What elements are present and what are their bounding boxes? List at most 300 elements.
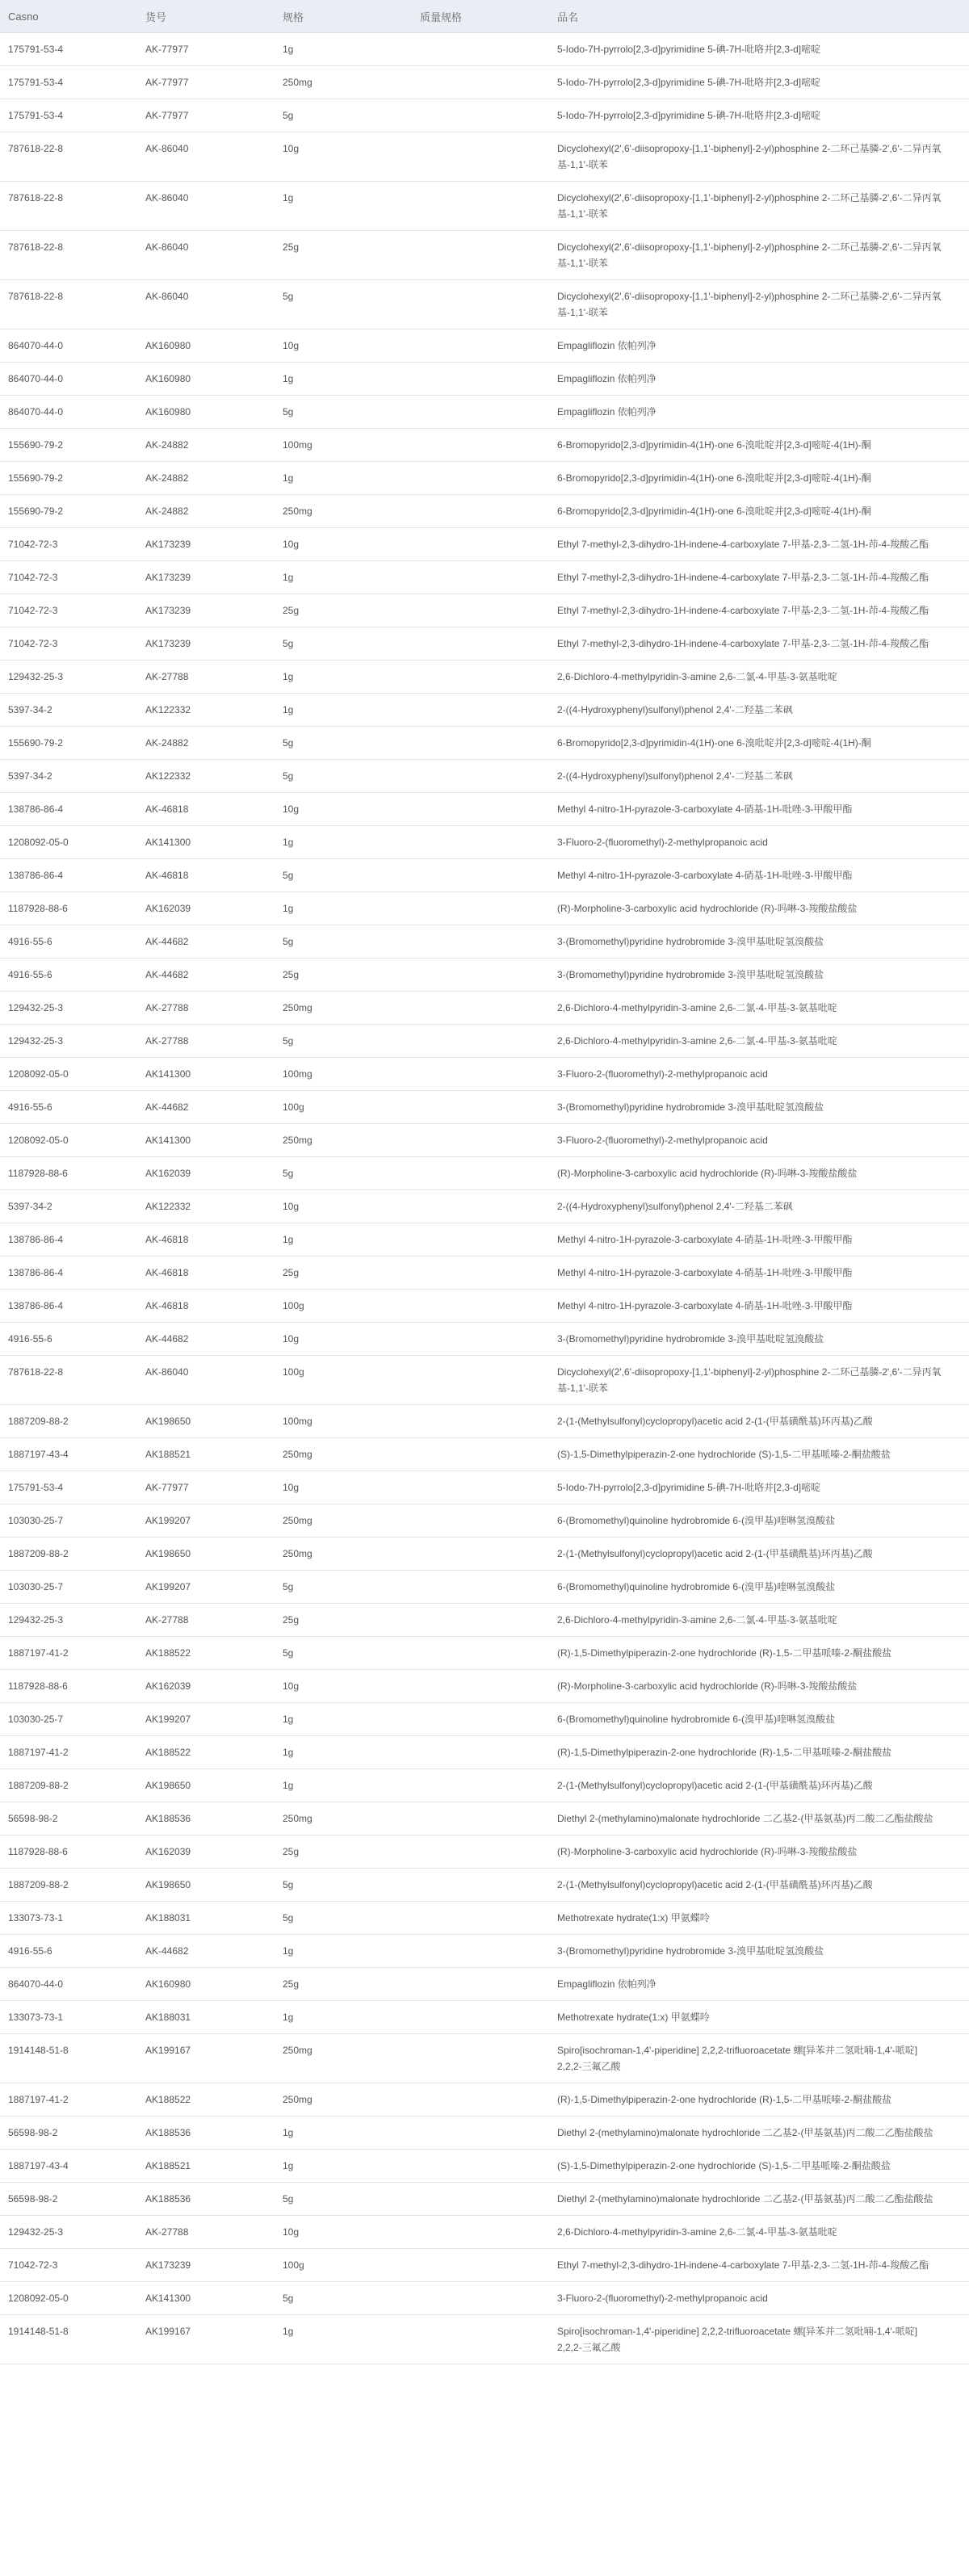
table-row <box>0 925 969 959</box>
cell-spec: 1g <box>275 33 412 66</box>
cell-quality <box>412 1968 549 2001</box>
cell-code: AK199207 <box>137 1504 275 1538</box>
cell-name: Ethyl 7-methyl-2,3-dihydro-1H-indene-4-carboxylate 7-甲基-2,3-二氢-1H-茚-4-羧酸乙酯 <box>549 2249 969 2282</box>
cell-quality <box>412 1869 549 1902</box>
table-row <box>0 528 969 561</box>
cell-spec: 1g <box>275 2001 412 2034</box>
table-row <box>0 1504 969 1538</box>
cell-quality <box>412 2183 549 2216</box>
cell-cas: 1914148-51-8 <box>0 2034 137 2083</box>
cell-name: 6-Bromopyrido[2,3-d]pyrimidin-4(1H)-one 6-溴吡啶并[2,3-d]嘧啶-4(1H)-酮 <box>549 429 969 462</box>
cell-spec: 5g <box>275 1902 412 1935</box>
cell-quality <box>412 925 549 959</box>
cell-spec: 5g <box>275 396 412 429</box>
table-row <box>0 182 969 231</box>
cell-name: Diethyl 2-(methylamino)malonate hydrochloride 二乙基2-(甲基氨基)丙二酸二乙酯盐酸盐 <box>549 2183 969 2216</box>
cell-name: 5-Iodo-7H-pyrrolo[2,3-d]pyrimidine 5-碘-7H-吡咯并[2,3-d]嘧啶 <box>549 1471 969 1504</box>
table-row <box>0 2282 969 2315</box>
cell-name: Empagliflozin 依帕列净 <box>549 1968 969 2001</box>
table-row <box>0 760 969 793</box>
cell-code: AK162039 <box>137 1836 275 1869</box>
cell-code: AK-27788 <box>137 661 275 694</box>
cell-name: 2,6-Dichloro-4-methylpyridin-3-amine 2,6-二氯-4-甲基-3-氨基吡啶 <box>549 661 969 694</box>
cell-quality <box>412 1025 549 1058</box>
cell-cas: 155690-79-2 <box>0 727 137 760</box>
cell-cas: 71042-72-3 <box>0 528 137 561</box>
cell-quality <box>412 1538 549 1571</box>
cell-spec: 250mg <box>275 1438 412 1471</box>
header-cas: Casno <box>0 0 137 33</box>
cell-name: 6-(Bromomethyl)quinoline hydrobromide 6-(溴甲基)喹啉氢溴酸盐 <box>549 1504 969 1538</box>
cell-quality <box>412 1323 549 1356</box>
cell-quality <box>412 1471 549 1504</box>
cell-code: AK160980 <box>137 1968 275 2001</box>
cell-code: AK-44682 <box>137 1323 275 1356</box>
cell-quality <box>412 826 549 859</box>
cell-spec: 1g <box>275 826 412 859</box>
cell-code: AK-46818 <box>137 1257 275 1290</box>
table-row <box>0 1802 969 1836</box>
cell-code: AK188031 <box>137 1902 275 1935</box>
cell-code: AK160980 <box>137 363 275 396</box>
cell-cas: 1887209-88-2 <box>0 1869 137 1902</box>
cell-quality <box>412 363 549 396</box>
cell-spec: 250mg <box>275 2034 412 2083</box>
header-code: 货号 <box>137 0 275 33</box>
cell-cas: 1208092-05-0 <box>0 2282 137 2315</box>
cell-cas: 864070-44-0 <box>0 1968 137 2001</box>
cell-cas: 787618-22-8 <box>0 1356 137 1405</box>
cell-code: AK-86040 <box>137 1356 275 1405</box>
cell-code: AK188536 <box>137 1802 275 1836</box>
cell-cas: 1887197-41-2 <box>0 1736 137 1769</box>
table-row <box>0 992 969 1025</box>
table-row <box>0 892 969 925</box>
cell-quality <box>412 1257 549 1290</box>
cell-name: Empagliflozin 依帕列净 <box>549 329 969 363</box>
cell-name: Methotrexate hydrate(1:x) 甲氨蝶呤 <box>549 1902 969 1935</box>
cell-spec: 250mg <box>275 2083 412 2117</box>
table-row <box>0 1257 969 1290</box>
cell-name: Dicyclohexyl(2',6'-diisopropoxy-[1,1'-biphenyl]-2-yl)phosphine 2-二环己基膦-2',6'-二异丙氧基-1,1'-联苯 <box>549 231 969 280</box>
cell-spec: 1g <box>275 2315 412 2364</box>
cell-name: Methyl 4-nitro-1H-pyrazole-3-carboxylate 4-硝基-1H-吡唑-3-甲酸甲酯 <box>549 1223 969 1257</box>
cell-name: 3-Fluoro-2-(fluoromethyl)-2-methylpropanoic acid <box>549 1124 969 1157</box>
cell-name: 2-((4-Hydroxyphenyl)sulfonyl)phenol 2,4'-二羟基二苯砜 <box>549 694 969 727</box>
cell-quality <box>412 594 549 627</box>
cell-quality <box>412 329 549 363</box>
cell-cas: 129432-25-3 <box>0 1025 137 1058</box>
cell-name: Methyl 4-nitro-1H-pyrazole-3-carboxylate 4-硝基-1H-吡唑-3-甲酸甲酯 <box>549 793 969 826</box>
cell-spec: 5g <box>275 2183 412 2216</box>
cell-quality <box>412 66 549 99</box>
cell-spec: 5g <box>275 760 412 793</box>
cell-code: AK162039 <box>137 1670 275 1703</box>
cell-cas: 138786-86-4 <box>0 793 137 826</box>
cell-code: AK188536 <box>137 2183 275 2216</box>
cell-name: 5-Iodo-7H-pyrrolo[2,3-d]pyrimidine 5-碘-7H-吡咯并[2,3-d]嘧啶 <box>549 66 969 99</box>
cell-quality <box>412 1637 549 1670</box>
cell-name: 2,6-Dichloro-4-methylpyridin-3-amine 2,6-二氯-4-甲基-3-氨基吡啶 <box>549 1604 969 1637</box>
cell-name: Ethyl 7-methyl-2,3-dihydro-1H-indene-4-carboxylate 7-甲基-2,3-二氢-1H-茚-4-羧酸乙酯 <box>549 594 969 627</box>
cell-quality <box>412 1670 549 1703</box>
cell-quality <box>412 2216 549 2249</box>
table-row <box>0 2117 969 2150</box>
cell-spec: 1g <box>275 1703 412 1736</box>
table-row <box>0 2150 969 2183</box>
cell-code: AK122332 <box>137 1190 275 1223</box>
cell-quality <box>412 727 549 760</box>
cell-name: 5-Iodo-7H-pyrrolo[2,3-d]pyrimidine 5-碘-7H-吡咯并[2,3-d]嘧啶 <box>549 99 969 132</box>
cell-cas: 71042-72-3 <box>0 627 137 661</box>
cell-cas: 138786-86-4 <box>0 1257 137 1290</box>
cell-code: AK173239 <box>137 2249 275 2282</box>
cell-code: AK173239 <box>137 627 275 661</box>
cell-spec: 1g <box>275 2117 412 2150</box>
cell-code: AK173239 <box>137 528 275 561</box>
cell-quality <box>412 1604 549 1637</box>
cell-cas: 5397-34-2 <box>0 694 137 727</box>
cell-quality <box>412 2282 549 2315</box>
table-row <box>0 1670 969 1703</box>
cell-spec: 10g <box>275 329 412 363</box>
cell-quality <box>412 892 549 925</box>
cell-cas: 175791-53-4 <box>0 66 137 99</box>
table-row <box>0 280 969 329</box>
table-row <box>0 1290 969 1323</box>
cell-quality <box>412 1058 549 1091</box>
cell-spec: 10g <box>275 528 412 561</box>
table-row <box>0 561 969 594</box>
cell-name: (R)-Morpholine-3-carboxylic acid hydrochloride (R)-吗啉-3-羧酸盐酸盐 <box>549 1836 969 1869</box>
cell-spec: 1g <box>275 1736 412 1769</box>
cell-name: (S)-1,5-Dimethylpiperazin-2-one hydrochloride (S)-1,5-二甲基哌嗪-2-酮盐酸盐 <box>549 1438 969 1471</box>
table-row <box>0 594 969 627</box>
cell-quality <box>412 760 549 793</box>
cell-cas: 4916-55-6 <box>0 1935 137 1968</box>
table-row <box>0 694 969 727</box>
cell-code: AK-27788 <box>137 1604 275 1637</box>
cell-cas: 138786-86-4 <box>0 1223 137 1257</box>
cell-quality <box>412 1836 549 1869</box>
cell-spec: 5g <box>275 1637 412 1670</box>
cell-code: AK199207 <box>137 1571 275 1604</box>
table-row <box>0 1323 969 1356</box>
cell-code: AK-86040 <box>137 231 275 280</box>
cell-cas: 175791-53-4 <box>0 1471 137 1504</box>
cell-code: AK-44682 <box>137 925 275 959</box>
cell-cas: 1208092-05-0 <box>0 826 137 859</box>
cell-quality <box>412 1504 549 1538</box>
cell-spec: 25g <box>275 594 412 627</box>
table-row <box>0 1869 969 1902</box>
cell-cas: 1187928-88-6 <box>0 1157 137 1190</box>
cell-name: 6-Bromopyrido[2,3-d]pyrimidin-4(1H)-one 6-溴吡啶并[2,3-d]嘧啶-4(1H)-酮 <box>549 727 969 760</box>
cell-code: AK-77977 <box>137 99 275 132</box>
table-row <box>0 959 969 992</box>
cell-spec: 5g <box>275 627 412 661</box>
cell-quality <box>412 280 549 329</box>
cell-quality <box>412 2249 549 2282</box>
table-header <box>0 0 969 33</box>
cell-code: AK141300 <box>137 1058 275 1091</box>
cell-cas: 864070-44-0 <box>0 363 137 396</box>
cell-cas: 1887197-43-4 <box>0 1438 137 1471</box>
cell-code: AK188522 <box>137 2083 275 2117</box>
cell-quality <box>412 959 549 992</box>
cell-code: AK-44682 <box>137 1935 275 1968</box>
table-row <box>0 329 969 363</box>
cell-cas: 71042-72-3 <box>0 2249 137 2282</box>
table-row <box>0 2249 969 2282</box>
cell-name: (R)-Morpholine-3-carboxylic acid hydrochloride (R)-吗啉-3-羧酸盐酸盐 <box>549 1157 969 1190</box>
cell-quality <box>412 2315 549 2364</box>
cell-cas: 103030-25-7 <box>0 1571 137 1604</box>
cell-cas: 71042-72-3 <box>0 561 137 594</box>
cell-spec: 5g <box>275 99 412 132</box>
cell-spec: 250mg <box>275 1802 412 1836</box>
table-row <box>0 859 969 892</box>
table-row <box>0 2183 969 2216</box>
cell-code: AK198650 <box>137 1769 275 1802</box>
cell-cas: 787618-22-8 <box>0 132 137 182</box>
cell-spec: 5g <box>275 1571 412 1604</box>
cell-spec: 1g <box>275 1223 412 1257</box>
cell-spec: 100mg <box>275 1058 412 1091</box>
cell-code: AK141300 <box>137 1124 275 1157</box>
cell-code: AK188536 <box>137 2117 275 2150</box>
cell-quality <box>412 528 549 561</box>
cell-name: (R)-1,5-Dimethylpiperazin-2-one hydrochloride (R)-1,5-二甲基哌嗪-2-酮盐酸盐 <box>549 1637 969 1670</box>
table-row <box>0 727 969 760</box>
cell-name: 3-(Bromomethyl)pyridine hydrobromide 3-溴甲基吡啶氢溴酸盐 <box>549 925 969 959</box>
cell-cas: 1187928-88-6 <box>0 1670 137 1703</box>
cell-cas: 864070-44-0 <box>0 396 137 429</box>
cell-code: AK-77977 <box>137 33 275 66</box>
cell-name: 2,6-Dichloro-4-methylpyridin-3-amine 2,6-二氯-4-甲基-3-氨基吡啶 <box>549 2216 969 2249</box>
cell-code: AK160980 <box>137 396 275 429</box>
cell-cas: 129432-25-3 <box>0 1604 137 1637</box>
cell-cas: 56598-98-2 <box>0 2183 137 2216</box>
table-row <box>0 1438 969 1471</box>
table-row <box>0 429 969 462</box>
cell-code: AK160980 <box>137 329 275 363</box>
cell-name: 3-(Bromomethyl)pyridine hydrobromide 3-溴甲基吡啶氢溴酸盐 <box>549 1935 969 1968</box>
cell-name: Dicyclohexyl(2',6'-diisopropoxy-[1,1'-biphenyl]-2-yl)phosphine 2-二环己基膦-2',6'-二异丙氧基-1,1'-联苯 <box>549 280 969 329</box>
table-row <box>0 1968 969 2001</box>
cell-cas: 787618-22-8 <box>0 231 137 280</box>
table-row <box>0 1769 969 1802</box>
cell-spec: 250mg <box>275 1124 412 1157</box>
table-row <box>0 627 969 661</box>
table-row <box>0 1736 969 1769</box>
cell-name: 6-Bromopyrido[2,3-d]pyrimidin-4(1H)-one 6-溴吡啶并[2,3-d]嘧啶-4(1H)-酮 <box>549 495 969 528</box>
cell-spec: 25g <box>275 1604 412 1637</box>
table-row <box>0 1538 969 1571</box>
cell-quality <box>412 661 549 694</box>
cell-name: Methyl 4-nitro-1H-pyrazole-3-carboxylate 4-硝基-1H-吡唑-3-甲酸甲酯 <box>549 859 969 892</box>
cell-code: AK162039 <box>137 892 275 925</box>
cell-name: Ethyl 7-methyl-2,3-dihydro-1H-indene-4-carboxylate 7-甲基-2,3-二氢-1H-茚-4-羧酸乙酯 <box>549 627 969 661</box>
cell-cas: 103030-25-7 <box>0 1703 137 1736</box>
cell-spec: 100g <box>275 2249 412 2282</box>
cell-quality <box>412 429 549 462</box>
cell-name: Methotrexate hydrate(1:x) 甲氨蝶呤 <box>549 2001 969 2034</box>
cell-quality <box>412 1736 549 1769</box>
cell-code: AK-24882 <box>137 429 275 462</box>
cell-quality <box>412 1223 549 1257</box>
cell-quality <box>412 1290 549 1323</box>
cell-spec: 5g <box>275 925 412 959</box>
cell-code: AK-86040 <box>137 132 275 182</box>
table-row <box>0 2034 969 2083</box>
table-row <box>0 1124 969 1157</box>
cell-name: Spiro[isochroman-1,4'-piperidine] 2,2,2-trifluoroacetate 螺[异苯并二氢吡喃-1,4'-哌啶] 2,2,2-三氟乙酸 <box>549 2034 969 2083</box>
cell-cas: 56598-98-2 <box>0 1802 137 1836</box>
cell-cas: 138786-86-4 <box>0 859 137 892</box>
cell-code: AK199167 <box>137 2034 275 2083</box>
table-row <box>0 363 969 396</box>
cell-cas: 155690-79-2 <box>0 462 137 495</box>
cell-spec: 10g <box>275 1670 412 1703</box>
cell-code: AK141300 <box>137 2282 275 2315</box>
table-row <box>0 2315 969 2364</box>
table-row <box>0 1223 969 1257</box>
table-body <box>0 33 969 2364</box>
cell-cas: 4916-55-6 <box>0 925 137 959</box>
cell-quality <box>412 2150 549 2183</box>
cell-name: 2-(1-(Methylsulfonyl)cyclopropyl)acetic acid 2-(1-(甲基磺酰基)环丙基)乙酸 <box>549 1405 969 1438</box>
table-row <box>0 396 969 429</box>
cell-code: AK141300 <box>137 826 275 859</box>
cell-name: Ethyl 7-methyl-2,3-dihydro-1H-indene-4-carboxylate 7-甲基-2,3-二氢-1H-茚-4-羧酸乙酯 <box>549 528 969 561</box>
cell-name: Methyl 4-nitro-1H-pyrazole-3-carboxylate 4-硝基-1H-吡唑-3-甲酸甲酯 <box>549 1290 969 1323</box>
cell-quality <box>412 1769 549 1802</box>
table-row <box>0 2083 969 2117</box>
cell-spec: 1g <box>275 694 412 727</box>
cell-cas: 1887197-41-2 <box>0 2083 137 2117</box>
cell-cas: 129432-25-3 <box>0 2216 137 2249</box>
cell-name: Methyl 4-nitro-1H-pyrazole-3-carboxylate 4-硝基-1H-吡唑-3-甲酸甲酯 <box>549 1257 969 1290</box>
cell-spec: 1g <box>275 182 412 231</box>
cell-code: AK-27788 <box>137 992 275 1025</box>
cell-spec: 1g <box>275 1769 412 1802</box>
cell-quality <box>412 462 549 495</box>
cell-code: AK-24882 <box>137 462 275 495</box>
cell-cas: 133073-73-1 <box>0 2001 137 2034</box>
cell-spec: 5g <box>275 1869 412 1902</box>
cell-quality <box>412 495 549 528</box>
table-row <box>0 2216 969 2249</box>
cell-code: AK-46818 <box>137 793 275 826</box>
cell-spec: 250mg <box>275 1538 412 1571</box>
table-row <box>0 1091 969 1124</box>
table-row <box>0 495 969 528</box>
cell-cas: 1887209-88-2 <box>0 1405 137 1438</box>
header-quality: 质量规格 <box>412 0 549 33</box>
cell-spec: 5g <box>275 1025 412 1058</box>
cell-name: (R)-Morpholine-3-carboxylic acid hydrochloride (R)-吗啉-3-羧酸盐酸盐 <box>549 1670 969 1703</box>
cell-cas: 56598-98-2 <box>0 2117 137 2150</box>
table-row <box>0 661 969 694</box>
cell-cas: 155690-79-2 <box>0 495 137 528</box>
cell-quality <box>412 1703 549 1736</box>
cell-name: (R)-1,5-Dimethylpiperazin-2-one hydrochloride (R)-1,5-二甲基哌嗪-2-酮盐酸盐 <box>549 1736 969 1769</box>
cell-code: AK-27788 <box>137 1025 275 1058</box>
cell-spec: 5g <box>275 2282 412 2315</box>
table-row <box>0 1471 969 1504</box>
cell-code: AK-46818 <box>137 1290 275 1323</box>
cell-cas: 129432-25-3 <box>0 661 137 694</box>
cell-cas: 175791-53-4 <box>0 99 137 132</box>
cell-cas: 1187928-88-6 <box>0 892 137 925</box>
cell-cas: 1887197-43-4 <box>0 2150 137 2183</box>
cell-code: AK-77977 <box>137 66 275 99</box>
cell-code: AK-86040 <box>137 280 275 329</box>
cell-quality <box>412 1157 549 1190</box>
cell-spec: 1g <box>275 363 412 396</box>
cell-code: AK-44682 <box>137 959 275 992</box>
cell-spec: 25g <box>275 1257 412 1290</box>
cell-name: 2-((4-Hydroxyphenyl)sulfonyl)phenol 2,4'-二羟基二苯砜 <box>549 1190 969 1223</box>
cell-spec: 10g <box>275 793 412 826</box>
cell-cas: 4916-55-6 <box>0 959 137 992</box>
table-row <box>0 2001 969 2034</box>
cell-name: 3-(Bromomethyl)pyridine hydrobromide 3-溴甲基吡啶氢溴酸盐 <box>549 1091 969 1124</box>
cell-spec: 100mg <box>275 429 412 462</box>
header-name: 品名 <box>549 0 969 33</box>
cell-code: AK188031 <box>137 2001 275 2034</box>
cell-code: AK162039 <box>137 1157 275 1190</box>
cell-spec: 250mg <box>275 1504 412 1538</box>
cell-quality <box>412 2001 549 2034</box>
cell-code: AK-27788 <box>137 2216 275 2249</box>
cell-spec: 25g <box>275 1968 412 2001</box>
cell-name: 2-(1-(Methylsulfonyl)cyclopropyl)acetic acid 2-(1-(甲基磺酰基)环丙基)乙酸 <box>549 1538 969 1571</box>
cell-cas: 1187928-88-6 <box>0 1836 137 1869</box>
cell-spec: 1g <box>275 561 412 594</box>
cell-code: AK-86040 <box>137 182 275 231</box>
cell-spec: 10g <box>275 1323 412 1356</box>
cell-quality <box>412 2083 549 2117</box>
table-row <box>0 1025 969 1058</box>
table-row <box>0 1637 969 1670</box>
cell-quality <box>412 2034 549 2083</box>
cell-spec: 10g <box>275 1190 412 1223</box>
cell-name: (S)-1,5-Dimethylpiperazin-2-one hydrochloride (S)-1,5-二甲基哌嗪-2-酮盐酸盐 <box>549 2150 969 2183</box>
cell-cas: 138786-86-4 <box>0 1290 137 1323</box>
cell-quality <box>412 859 549 892</box>
table-row <box>0 1157 969 1190</box>
cell-quality <box>412 2117 549 2150</box>
table-row <box>0 1836 969 1869</box>
cell-quality <box>412 132 549 182</box>
cell-quality <box>412 1802 549 1836</box>
cell-cas: 1208092-05-0 <box>0 1058 137 1091</box>
cell-cas: 103030-25-7 <box>0 1504 137 1538</box>
cell-name: Empagliflozin 依帕列净 <box>549 396 969 429</box>
cell-name: Empagliflozin 依帕列净 <box>549 363 969 396</box>
cell-quality <box>412 561 549 594</box>
table-row <box>0 99 969 132</box>
table-row <box>0 1356 969 1405</box>
cell-code: AK-77977 <box>137 1471 275 1504</box>
cell-name: Ethyl 7-methyl-2,3-dihydro-1H-indene-4-carboxylate 7-甲基-2,3-二氢-1H-茚-4-羧酸乙酯 <box>549 561 969 594</box>
cell-code: AK-44682 <box>137 1091 275 1124</box>
cell-cas: 1887209-88-2 <box>0 1538 137 1571</box>
cell-code: AK188522 <box>137 1736 275 1769</box>
cell-spec: 100g <box>275 1091 412 1124</box>
